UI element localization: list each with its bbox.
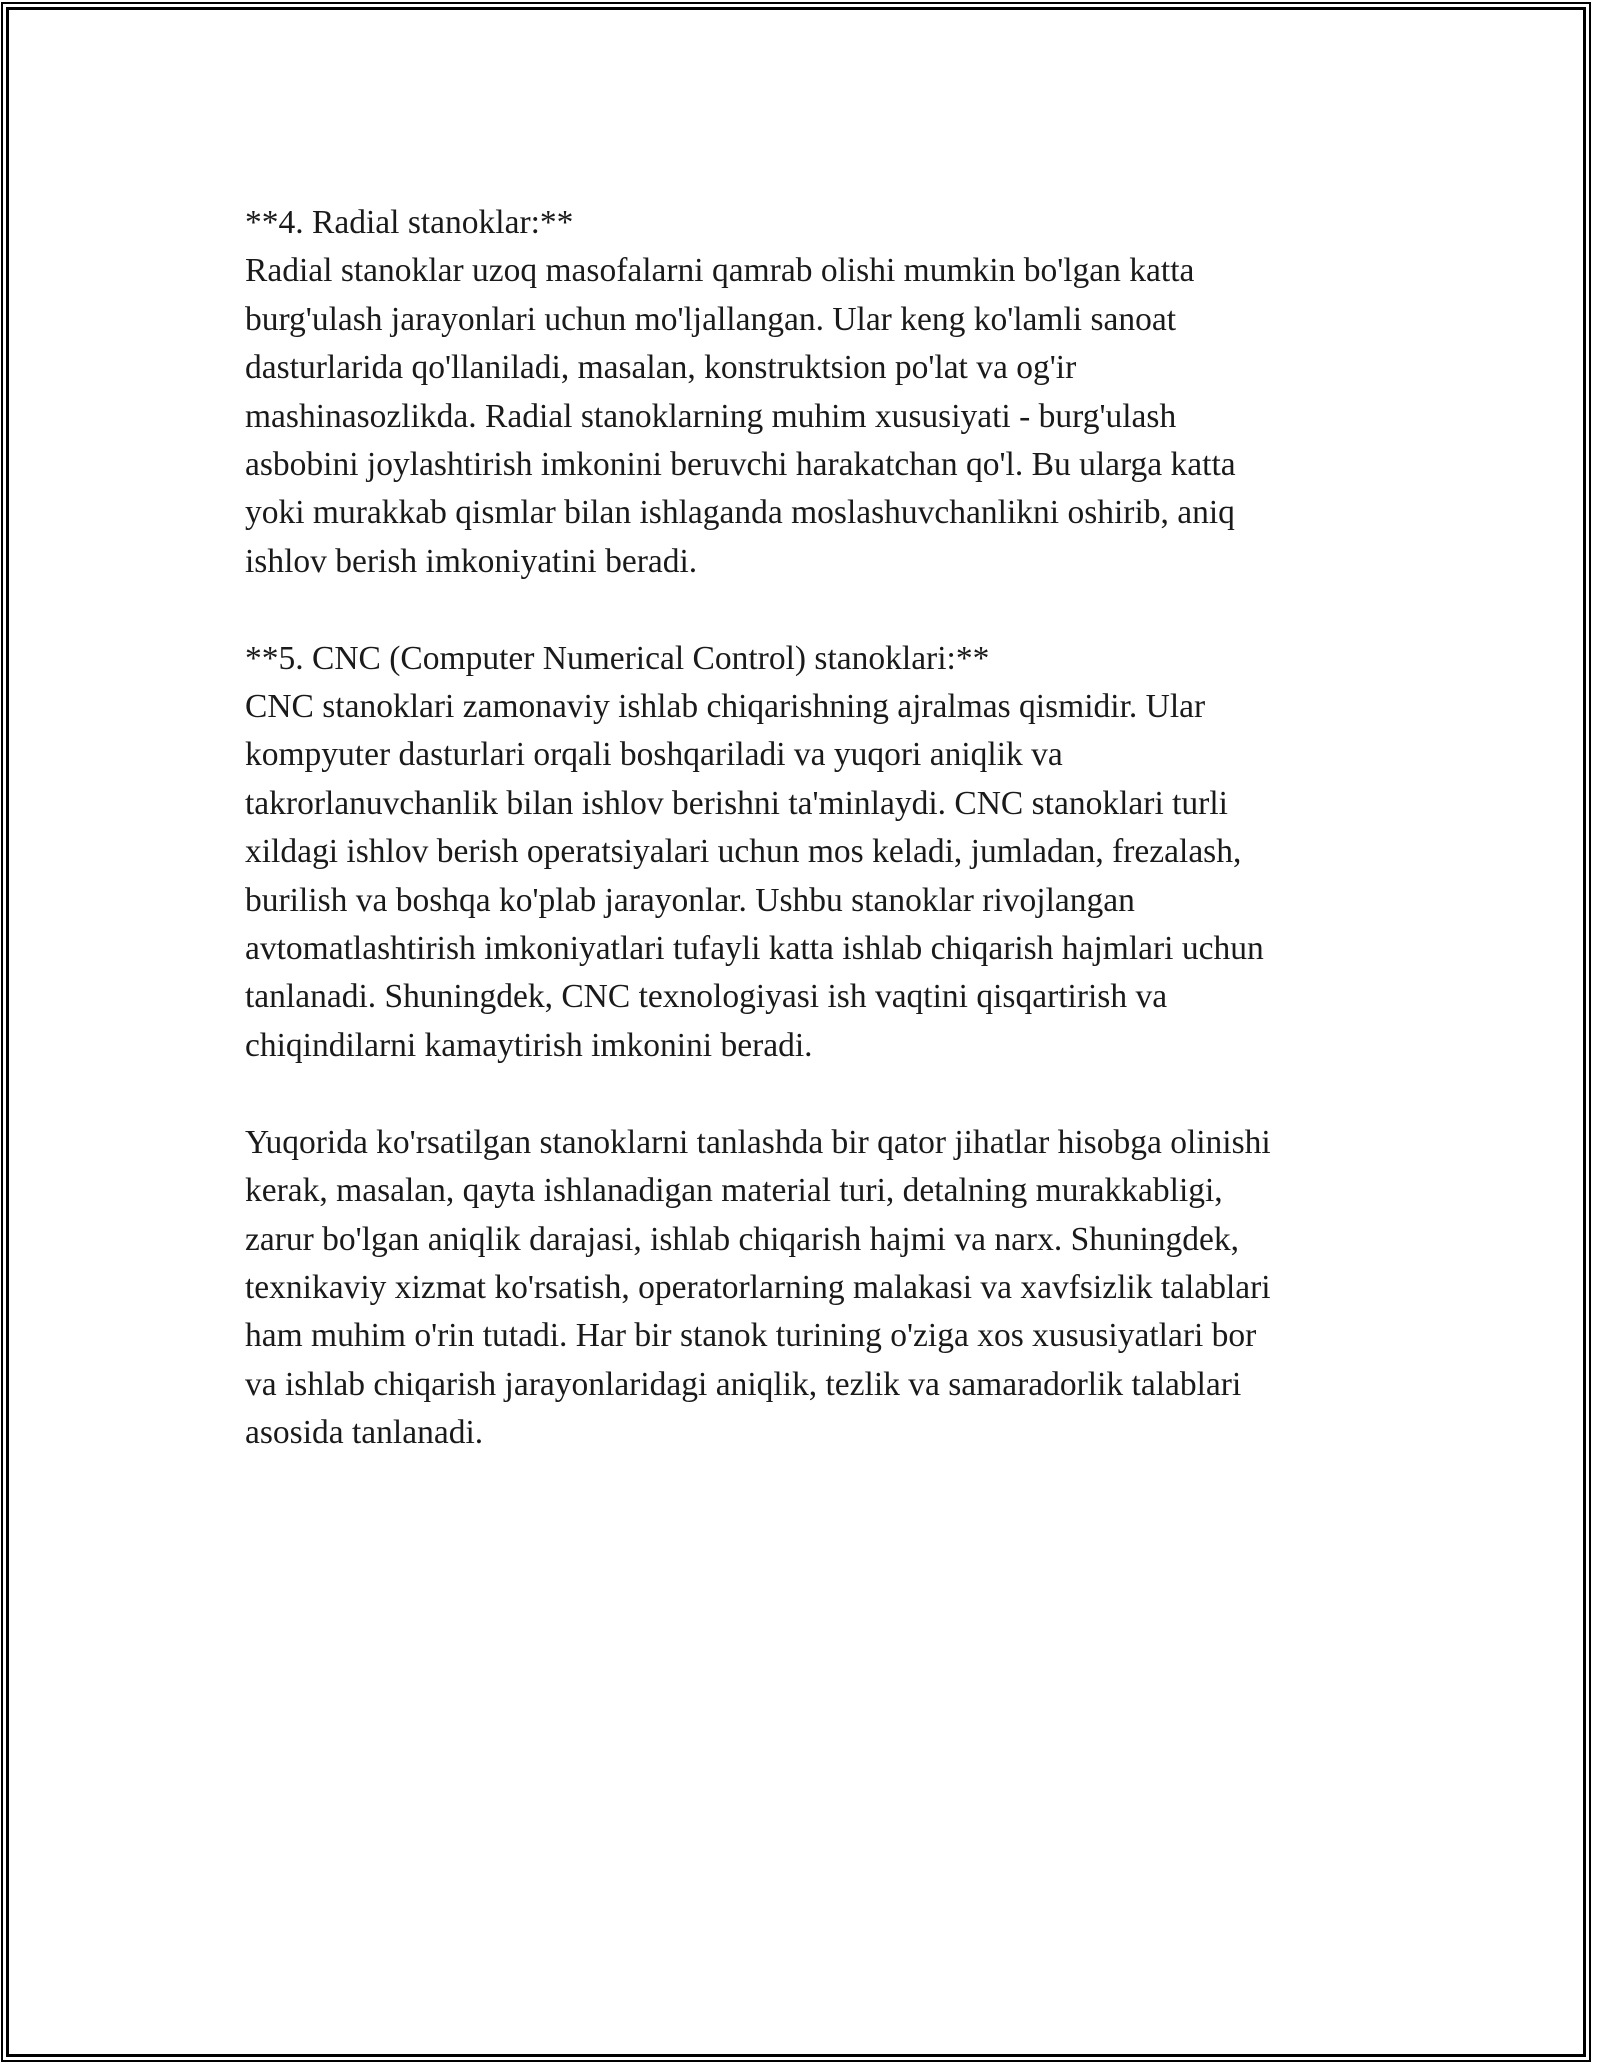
page-frame — [6, 7, 1586, 2057]
conclusion-paragraph: Yuqorida ko'rsatilgan stanoklarni tanlashda bir qator jihatlar hisobga olinishi kerak, masalan, qayta ishlanadigan material turi, detalning murakkabligi, zarur bo'lgan aniqlik darajasi, ishlab chiqarish hajmi va narx. Shuningdek, texnikaviy xizmat ko'rsatish, operatorlarning malakasi va xavfsizlik talablari ham muhim o'rin tutadi. Har bir stanok turining o'ziga xos xususiyatlari bor va ishlab chiqarish jarayonlaridagi aniqlik, tezlik va samaradorlik talablari asosida tanlanadi. — [245, 1123, 1271, 1452]
section-heading-cnc: **5. CNC (Computer Numerical Control) stanoklari:** — [245, 639, 990, 677]
section-body-radial: Radial stanoklar uzoq masofalarni qamrab olishi mumkin bo'lgan katta burg'ulash jarayonlari uchun mo'ljallangan. Ular keng ko'lamli sanoat dasturlarida qo'llaniladi, masalan, konstruktsion po'lat va og'ir mashinasozlikda. Radial stanoklarning muhim xususiyati - burg'ulash asbobini joylashtirish imkonini beruvchi harakatchan qo'l. Bu ularga katta yoki murakkab qismlar bilan ishlaganda moslashuvchanlikni oshirib, aniq ishlov berish imkoniyatini beradi. — [245, 252, 1236, 580]
document-text — [245, 199, 1415, 1458]
section-body-cnc: CNC stanoklari zamonaviy ishlab chiqarishning ajralmas qismidir. Ular kompyuter dasturlari orqali boshqariladi va yuqori aniqlik va takrorlanuvchanlik bilan ishlov berishni ta'minlaydi. CNC stanoklari turli xildagi ishlov berish operatsiyalari uchun mos keladi, jumladan, frezalash, burilish va boshqa ko'plab jarayonlar. Ushbu stanoklar rivojlangan avtomatlashtirish imkoniyatlari tufayli katta ishlab chiqarish hajmlari uchun tanlanadi. Shuningdek, CNC texnologiyasi ish vaqtini qisqartirish va chiqindilarni kamaytirish imkonini beradi. — [245, 688, 1264, 1064]
paragraph-gap — [245, 586, 1415, 634]
section-heading-radial: **4. Radial stanoklar:** — [245, 204, 574, 241]
paragraph-gap — [245, 1070, 1415, 1118]
